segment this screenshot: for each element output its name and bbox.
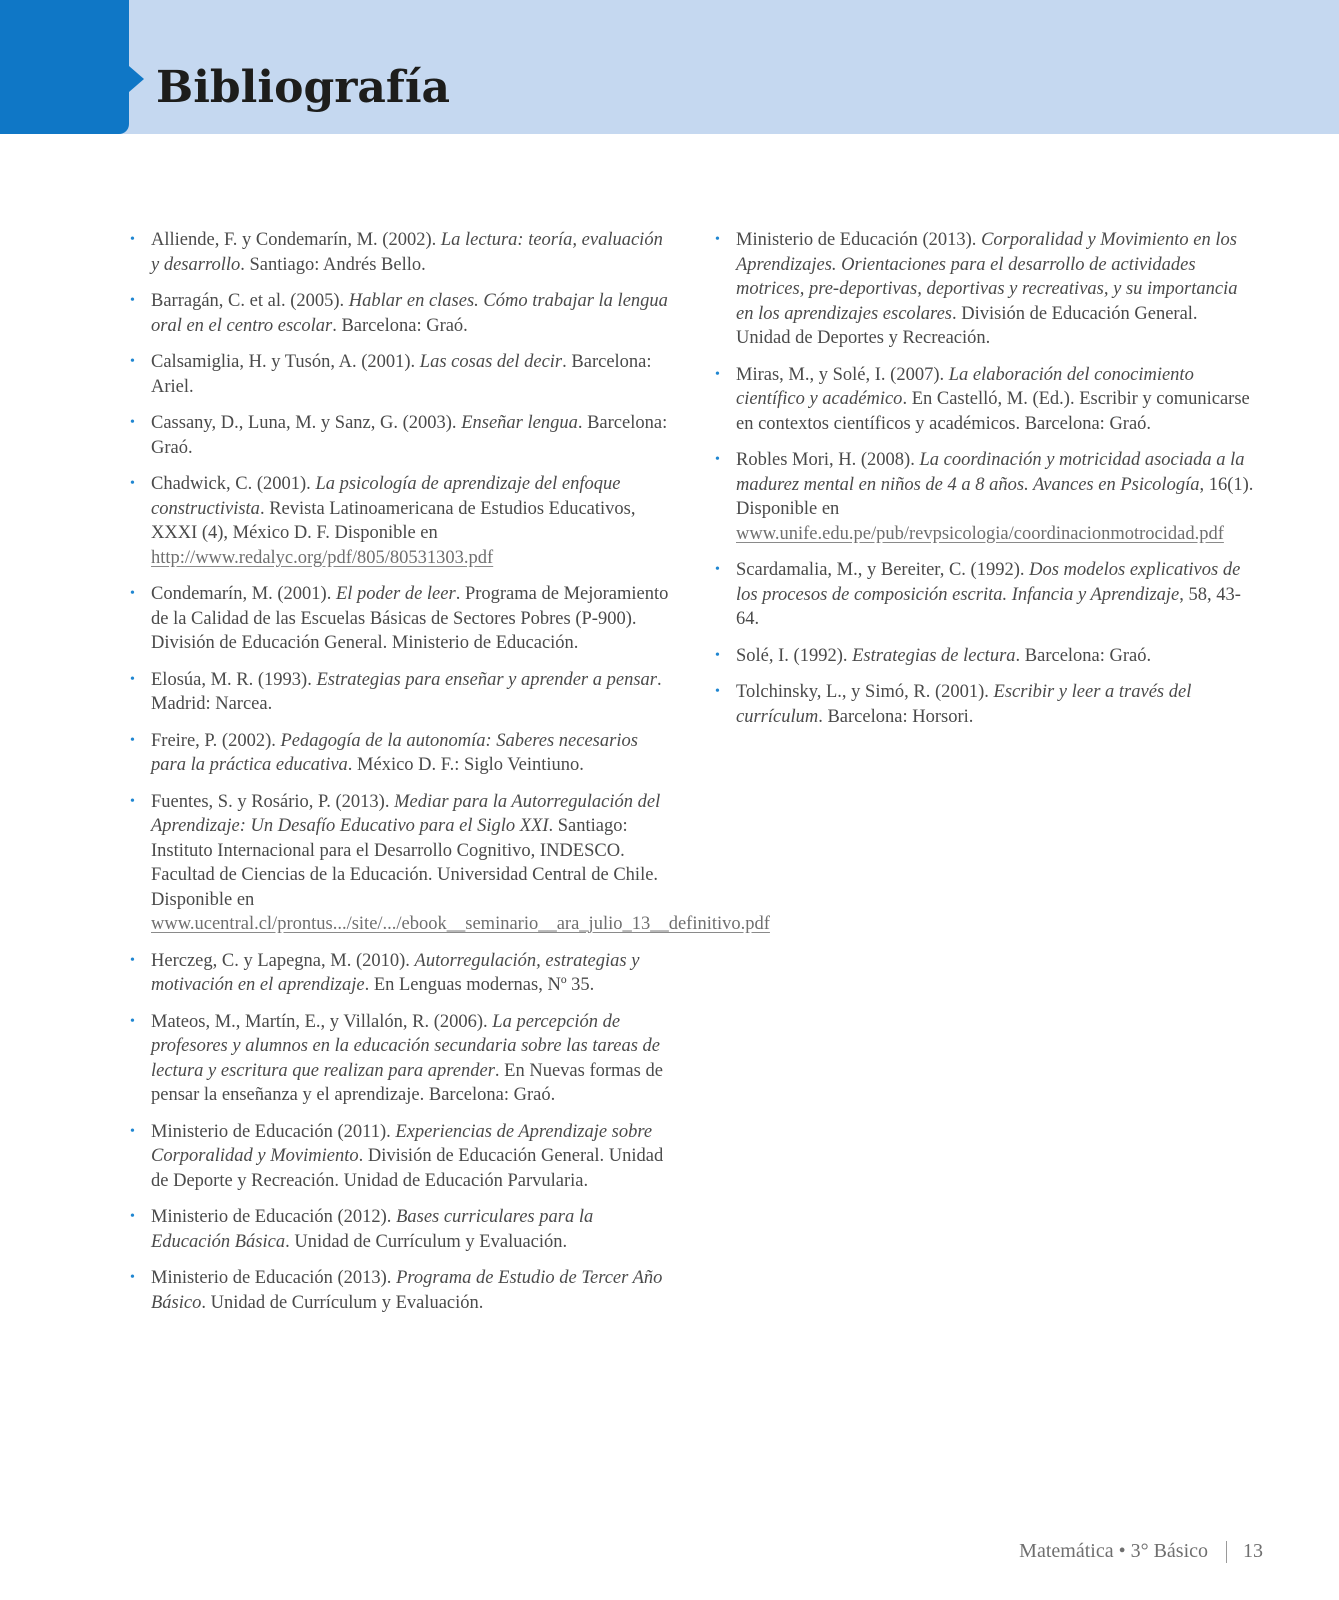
reference-segment: . Barcelona: Graó. <box>151 413 668 458</box>
bullet-icon: • <box>130 354 135 369</box>
reference-segment: Mateos, M., Martín, E., y Villalón, R. (2006). <box>151 1011 493 1032</box>
reference-segment: Scardamalia, M., y Bereiter, C. (1992). <box>736 560 1030 580</box>
bibliography-left-column <box>130 228 770 1327</box>
reference-text <box>151 584 668 653</box>
bullet-icon: • <box>715 684 720 699</box>
reference-title: Experiencias de Aprendizaje sobre Corporalidad y Movimiento <box>151 1121 653 1166</box>
bibliography-entry <box>130 350 670 399</box>
bullet-icon: • <box>130 952 135 968</box>
reference-segment: . Programa de Mejoramiento de la Calidad de las Escuelas Básicas de Sectores Pobres (P-900). División de Educación General. Ministerio de Educación. <box>151 584 669 653</box>
reference-segment: . Santiago: Instituto Internacional para el Desarrollo Cognitivo, INDESCO. Facultad de Ciencias de la Educación. Universidad Central de Chile. Disponible en <box>151 816 659 910</box>
reference-text <box>736 560 1241 629</box>
bibliography-entry <box>130 949 670 998</box>
reference-title: Corporalidad y Movimiento en los Aprendizajes. Orientaciones para el desarrollo de actividades motrices, pre-deportivas, deportivas y recreativas, y su importancia en los aprendizajes escolares <box>736 230 1238 324</box>
reference-title: Hablar en clases. Cómo trabajar la lengua oral en el centro escolar <box>151 291 668 336</box>
reference-text <box>151 670 662 715</box>
reference-segment: Robles Mori, H. (2008). <box>736 450 920 470</box>
bibliography-entry <box>715 558 1255 632</box>
reference-text <box>151 731 638 776</box>
page-number: 13 <box>1243 1540 1263 1562</box>
reference-link[interactable]: www.ucentral.cl/prontus.../site/.../ebook__seminario__ara_julio_13__definitivo.pdf <box>151 914 770 934</box>
bullet-icon: • <box>130 793 135 809</box>
reference-segment: Barragán, C. et al. (2005). <box>151 291 349 311</box>
bullet-icon: • <box>715 452 720 467</box>
reference-title: Enseñar lengua <box>461 413 578 433</box>
bullet-icon: • <box>130 415 135 430</box>
reference-title: Estrategias de lectura <box>852 645 1016 666</box>
reference-segment: . México D. F.: Siglo Veintiuno. <box>347 755 584 775</box>
reference-text <box>151 230 663 275</box>
reference-text <box>151 352 652 397</box>
reference-link[interactable]: www.unife.edu.pe/pub/revpsicologia/coordinacionmotrocidad.pdf <box>736 523 1224 544</box>
reference-segment: Chadwick, C. (2001). <box>151 474 316 494</box>
reference-title: Las cosas del decir <box>419 352 563 372</box>
reference-segment: Alliende, F. y Condemarín, M. (2002). <box>151 230 441 250</box>
reference-segment: . Madrid: Narcea. <box>151 669 662 714</box>
reference-segment: Elosúa, M. R. (1993). <box>151 669 317 690</box>
reference-title: Estrategias para enseñar y aprender a pensar <box>316 669 657 690</box>
reference-title: Bases curriculares para la Educación Básica <box>151 1207 594 1252</box>
reference-text <box>151 291 668 336</box>
reference-title: La psicología de aprendizaje del enfoque constructivista <box>151 474 621 519</box>
reference-text <box>151 413 667 458</box>
reference-text <box>736 365 1250 434</box>
bullet-icon: • <box>715 647 720 663</box>
reference-text <box>736 450 1253 544</box>
reference-text <box>151 792 770 935</box>
bibliography-entry <box>130 411 670 460</box>
bibliography-entry <box>715 363 1255 437</box>
reference-link[interactable]: http://www.redalyc.org/pdf/805/80531303.pdf <box>151 547 494 568</box>
bibliography-entry <box>130 1266 670 1315</box>
bibliography-entry <box>130 1205 670 1254</box>
reference-title: La elaboración del conocimiento científico y académico <box>736 364 1194 409</box>
bullet-icon: • <box>130 232 135 247</box>
bullet-icon: • <box>130 1209 135 1224</box>
reference-segment: . Barcelona: Horsori. <box>818 706 974 727</box>
reference-segment: . Barcelona: Graó. <box>1015 645 1152 666</box>
reference-text <box>151 1012 663 1106</box>
reference-segment: . En Nuevas formas de pensar la enseñanza y el aprendizaje. Barcelona: Graó. <box>151 1060 663 1105</box>
bibliography-entry <box>130 790 770 937</box>
reference-segment: Ministerio de Educación (2012). <box>151 1207 397 1227</box>
reference-title: Escribir y leer a través del currículum <box>736 682 1192 727</box>
header-accent-tab <box>0 0 129 134</box>
reference-segment: Solé, I. (1992). <box>736 645 853 666</box>
bibliography-entry <box>715 680 1255 729</box>
bullet-icon: • <box>130 293 135 308</box>
reference-segment: Ministerio de Educación (2013). <box>151 1268 397 1288</box>
bibliography-entry <box>130 1010 670 1108</box>
bibliography-right-column <box>715 228 1255 741</box>
reference-segment: Freire, P. (2002). <box>151 730 281 751</box>
bibliography-entry <box>715 644 1255 669</box>
reference-title: Autorregulación, estrategias y motivación en el aprendizaje <box>151 950 640 995</box>
bullet-icon: • <box>130 732 135 748</box>
reference-segment: Ministerio de Educación (2011). <box>151 1121 396 1142</box>
bibliography-entry <box>715 228 1255 351</box>
bullet-icon: • <box>130 586 135 601</box>
reference-segment: Ministerio de Educación (2013). <box>736 230 982 250</box>
bibliography-entry <box>130 1120 670 1194</box>
reference-text <box>736 646 1151 666</box>
bibliography-entry <box>130 289 670 338</box>
page-title: Bibliografía <box>156 62 451 113</box>
reference-segment: . Unidad de Currículum y Evaluación. <box>201 1292 484 1313</box>
reference-text <box>151 1268 662 1313</box>
reference-segment: . División de Educación General. Unidad de Deportes y Recreación. <box>736 303 1198 348</box>
reference-segment: , 16(1). Disponible en <box>736 474 1254 519</box>
reference-segment: Herczeg, C. y Lapegna, M. (2010). <box>151 950 415 971</box>
bullet-icon: • <box>130 476 135 491</box>
reference-segment: . Barcelona: Ariel. <box>151 352 652 397</box>
reference-segment: . Unidad de Currículum y Evaluación. <box>285 1231 568 1252</box>
reference-segment: Miras, M., y Solé, I. (2007). <box>736 364 949 385</box>
reference-title: Pedagogía de la autonomía: Saberes necesarios para la práctica educativa <box>151 730 638 775</box>
reference-segment: Condemarín, M. (2001). <box>151 584 336 604</box>
reference-text <box>151 1122 663 1191</box>
reference-text <box>736 230 1237 348</box>
reference-segment: Calsamiglia, H. y Tusón, A. (2001). <box>151 352 420 372</box>
bibliography-entry <box>130 582 670 656</box>
reference-text <box>151 474 635 568</box>
footer-book-label: Matemática • 3° Básico <box>1019 1540 1208 1562</box>
bibliography-entry <box>130 228 670 277</box>
bibliography-entry <box>130 668 670 717</box>
bullet-icon: • <box>715 366 720 382</box>
page-footer <box>1019 1540 1263 1563</box>
reference-segment: Fuentes, S. y Rosário, P. (2013). <box>151 791 395 812</box>
reference-segment: , 58, 43-64. <box>736 584 1241 629</box>
reference-title: El poder de leer <box>335 584 456 604</box>
reference-segment: . Barcelona: Graó. <box>332 315 468 336</box>
reference-segment: Cassany, D., Luna, M. y Sanz, G. (2003). <box>151 413 462 433</box>
reference-text <box>151 951 639 996</box>
reference-segment: . En Castelló, M. (Ed.). Escribir y comunicarse en contextos científicos y académicos. Barcelona: Graó. <box>736 389 1250 434</box>
bullet-icon: • <box>130 671 135 687</box>
reference-segment: . Revista Latinoamericana de Estudios Educativos, XXXI (4), México D. F. Disponible en <box>151 498 636 543</box>
reference-title: La percepción de profesores y alumnos en la educación secundaria sobre las tareas de lectura y escritura que realizan para aprender <box>151 1011 661 1081</box>
reference-title: Programa de Estudio de Tercer Año Básico <box>151 1268 663 1313</box>
bibliography-entry <box>130 729 670 778</box>
bullet-icon: • <box>130 1270 135 1285</box>
bibliography-entry <box>130 472 670 570</box>
reference-segment: Tolchinsky, L., y Simó, R. (2001). <box>736 682 994 702</box>
reference-text <box>736 682 1191 727</box>
bibliography-entry <box>715 448 1255 546</box>
reference-segment: . Santiago: Andrés Bello. <box>240 254 426 275</box>
reference-title: Dos modelos explicativos de los procesos de composición escrita. Infancia y Aprendizaje <box>736 560 1241 605</box>
reference-title: La coordinación y motricidad asociada a la madurez mental en niños de 4 a 8 años. Avances en Psicología <box>736 450 1245 495</box>
reference-title: La lectura: teoría, evaluación y desarrollo <box>151 230 663 275</box>
reference-segment: . División de Educación General. Unidad de Deporte y Recreación. Unidad de Educación Parvularia. <box>151 1146 664 1191</box>
reference-title: Mediar para la Autorregulación del Aprendizaje: Un Desafío Educativo para el Siglo XXI <box>151 791 661 836</box>
bullet-icon: • <box>130 1123 135 1139</box>
bullet-icon: • <box>130 1013 135 1029</box>
bullet-icon: • <box>715 232 720 247</box>
reference-text <box>151 1207 593 1252</box>
footer-divider <box>1226 1541 1227 1563</box>
header-notch-arrow <box>129 66 144 92</box>
bullet-icon: • <box>715 562 720 577</box>
reference-segment: . En Lenguas modernas, Nº 35. <box>364 975 595 995</box>
